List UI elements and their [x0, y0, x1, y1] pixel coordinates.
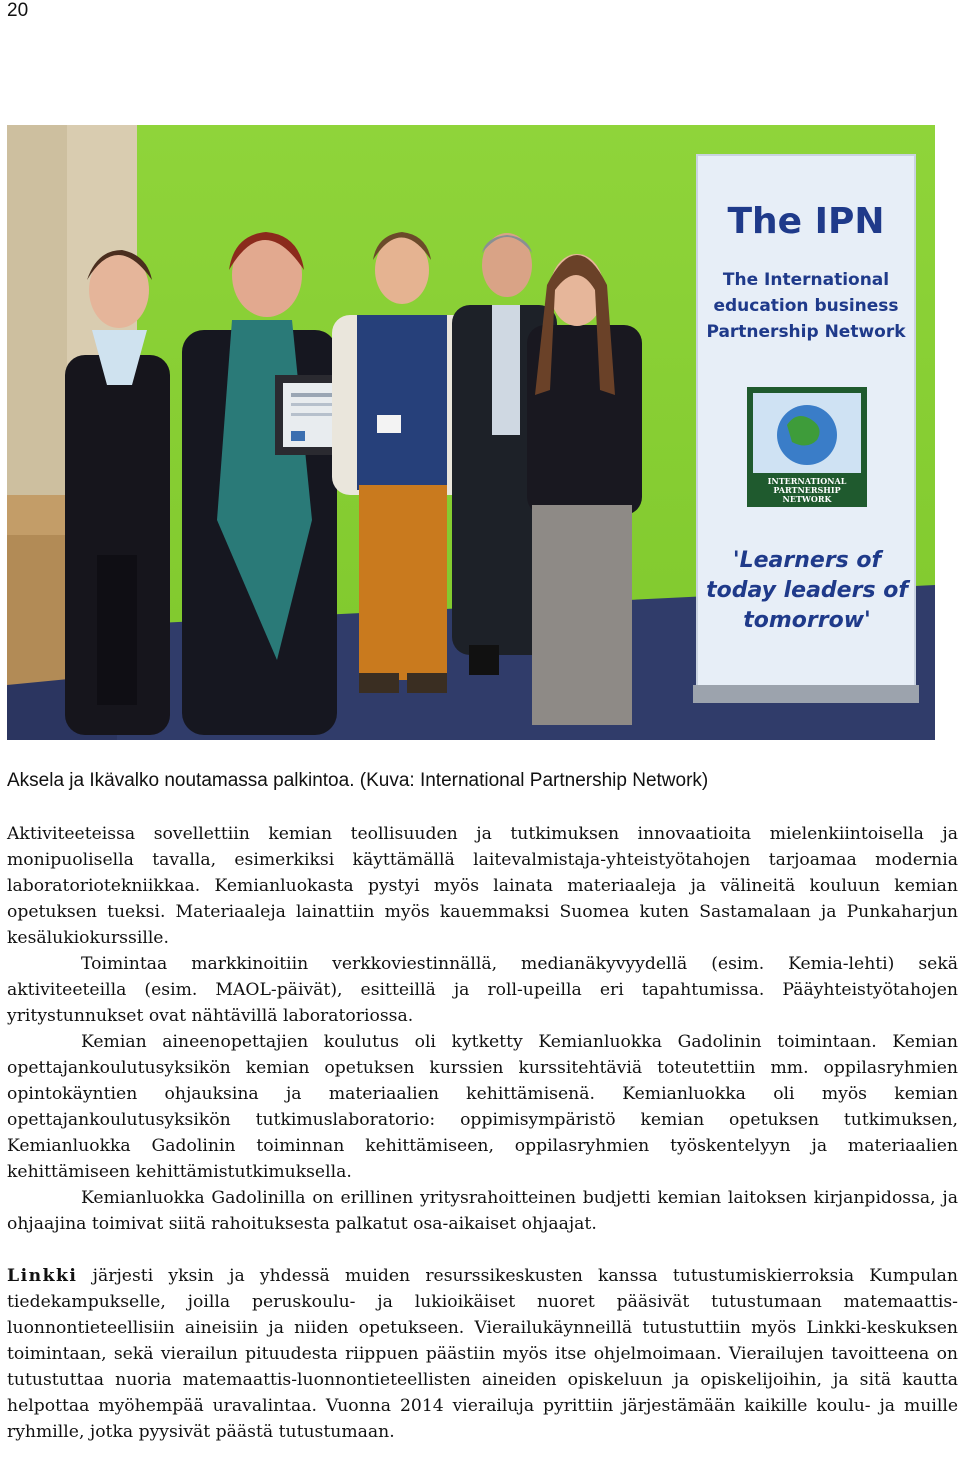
paragraph-1: Aktiviteeteissa sovellettiin kemian teollisuuden ja tutkimuksen innovaatioita mielenkiintoisella ja monipuolisella tavalla, esimerkiksi käyttämällä laitevalmistaja-yhteistyötahojen tarjoamaa modernia laboratoriotekniikkaa. Kemianluokasta pystyi myös lainata materiaaleja ja välineitä kouluun kemian opetuksen tueksi. Materiaaleja lainattiin myös kauemmaksi Suomea kuten Sastamalaan ja Punkaharjun kesälukiokurssille. [7, 824, 958, 948]
linkki-lead: Linkki [7, 1266, 78, 1286]
ipn-logo [747, 387, 867, 507]
paragraph-3: Kemian aineenopettajien koulutus oli kytketty Kemianluokka Gadolinin toimintaan. Kemian opettajankoulutusyksikön kemian opetuksen kurssien kurssitehtäviä toteutettiin mm. oppilasryhmien opintokäyntien ohjauksina ja materiaalien kehittämisenä. Kemianluokka oli myös kemian opettajankoulutusyksikön tutkimuslaboratorio: oppimisympäristö kemian opetuksen tutkimuksen, Kemianluokka Gadolinin toiminnan kehittämiseen, oppilasryhmien työskentelyyn ja materiaalien kehittämiseen kehittämistutkimuksella. [7, 1032, 958, 1182]
paragraph-4: Kemianluokka Gadolinilla on erillinen yritysrahoitteinen budjetti kemian laitoksen kirjanpidossa, ja ohjaajina toimivat siitä rahoituksesta palkatut osa-aikaiset ohjaajat. [7, 1188, 958, 1234]
photo-caption: Aksela ja Ikävalko noutamassa palkintoa. (Kuva: International Partnership Network) [7, 770, 709, 791]
svg-text:today leaders of: today leaders of [706, 578, 908, 603]
svg-text:Partnership Network: Partnership Network [706, 322, 906, 342]
svg-text:education business: education business [713, 296, 899, 316]
svg-text:tomorrow': tomorrow' [743, 608, 871, 633]
page-number: 20 [7, 0, 29, 21]
paragraph-2: Toimintaa markkinoitiin verkkoviestinnällä, medianäkyvyydellä (esim. Kemia-lehti) sekä aktiviteeteilla (esim. MAOL-päivät), esitteillä ja roll-upeilla eri tapahtumissa. Pääyhteistyötahojen yritystunnukset ovat nähtävillä laboratoriossa. [7, 954, 958, 1026]
award-photo [7, 125, 935, 740]
svg-text:'Learners of: 'Learners of [732, 548, 882, 573]
paragraph-linkki [7, 1263, 958, 1445]
ipn-banner [693, 155, 919, 703]
banner-title: The IPN [727, 201, 885, 242]
svg-text:PARTNERSHIP: PARTNERSHIP [773, 485, 841, 495]
svg-text:INTERNATIONAL: INTERNATIONAL [767, 476, 847, 486]
svg-text:NETWORK: NETWORK [782, 494, 832, 504]
article-body [7, 821, 958, 1445]
linkki-text: järjesti yksin ja yhdessä muiden resurssikeskusten kanssa tutustumiskierroksia Kumpulan tiedekampukselle, joilla peruskoulu- ja lukioikäiset nuoret pääsivät tutustumaan matemaattis-luonnontieteellisiin aineisiin ja niiden opetukseen. Vierailukäynneillä tutustuttiin myös Linkki-keskuksen toimintaan, sekä vierailun pituudesta riippuen päästiin myös itse ohjelmoimaan. Vierailujen tavoitteena on tutustuttaa nuoria matemaattis-luonnontieteellisten aineiden opiskeluun ja opiskelijoihin, ja sitä kautta helpottaa myöhempää uravalintaa. Vuonna 2014 vierailuja pyrittiin järjestämään kaikille koulu- ja muille ryhmille, jotka pyysivät päästä tutustumaan. [7, 1266, 958, 1442]
svg-text:The International: The International [722, 270, 890, 290]
